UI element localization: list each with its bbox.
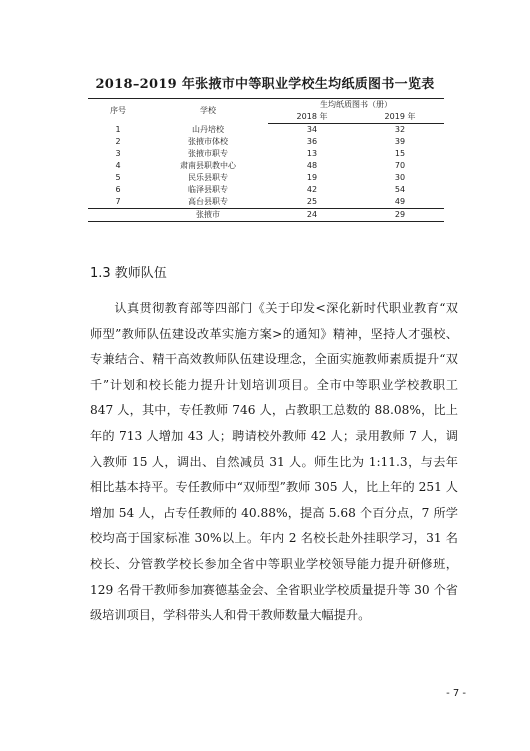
table-row [88, 160, 444, 172]
table-row [88, 124, 444, 137]
cell-2019: 70 [394, 161, 406, 170]
cell-no: 6 [115, 185, 121, 194]
cell-school: 肃南县职教中心 [180, 161, 236, 170]
cell-total-2019: 29 [356, 209, 444, 222]
cell-school: 山丹培校 [192, 124, 224, 134]
table-row [88, 148, 444, 160]
cell-2018: 34 [306, 125, 318, 134]
body-paragraph: 认真贯彻教育部等四部门《关于印发<深化新时代职业教育“双师型”教师队伍建设改革实施方案>的通知》精神，坚持人才强校、专兼结合、精干高效教师队伍建设理念，全面实施教师素质提升“双千”计划和校长能力提升计划培训项目。全市中等职业学校教职工 847 人，其中，专任教师 746 人，占教职工总数的 88.08%，比上年的 713 人增加 43 人；聘请校外教师 42 人；录用教师 7 人，调入教师 15 人，调出、自然减员 31 人。师生比为 1:11.3，与去年相比基本持平。专任教师中“双师型”教师 305 人，比上年的 251 人增加 54 人，占专任教师的 40.88%，提高 5.68 个百分点，7 所学校均高于国家标准 30%以上。年内 2 名校长赴外挂职学习，31 名校长、分管教学校长参加全省中等职业学校领导能力提升研修班，129 名骨干教师参加赛德基金会、全省职业学校质量提升等 30 个省级培训项目，学科带头人和骨干教师数量大幅提升。 [90, 301, 458, 623]
body-text [90, 296, 458, 629]
cell-2018: 13 [306, 149, 318, 158]
cell-2018: 36 [306, 137, 318, 146]
header-year-2019: 2019 年 [356, 111, 444, 124]
cell-no: 1 [115, 124, 121, 134]
cell-2018: 42 [306, 185, 318, 194]
cell-2019: 54 [394, 185, 406, 194]
table-row [88, 184, 444, 196]
table-row [88, 196, 444, 209]
cell-school: 张掖市体校 [188, 137, 228, 146]
header-year-2018: 2018 年 [268, 111, 356, 124]
cell-no: 2 [115, 137, 121, 146]
header-school: 学校 [148, 99, 268, 124]
cell-no: 5 [115, 173, 121, 182]
table-row [88, 172, 444, 184]
table-title: 2018–2019 年张掖市中等职业学校生均纸质图书一览表 [95, 77, 435, 92]
cell-2018: 25 [306, 197, 318, 206]
cell-total-label: 张掖市 [148, 209, 268, 222]
cell-no: 3 [115, 149, 121, 158]
cell-school: 临泽县职专 [188, 185, 228, 194]
cell-total-2018: 24 [268, 209, 356, 222]
cell-school: 张掖市职专 [188, 149, 228, 158]
cell-2019: 49 [394, 197, 406, 206]
cell-school: 高台县职专 [188, 197, 228, 206]
section-heading: 1.3 教师队伍 [90, 266, 167, 281]
cell-no: 4 [115, 161, 121, 170]
page-number: - 7 - [446, 688, 466, 699]
header-group: 生均纸质图书（册） [268, 99, 444, 112]
cell-2018: 48 [306, 161, 318, 170]
table-row [88, 136, 444, 148]
cell-no-empty [88, 209, 148, 222]
table-total-row [88, 209, 444, 222]
header-no: 序号 [88, 99, 148, 124]
book-stats-table [88, 98, 444, 222]
cell-2019: 30 [394, 173, 406, 182]
cell-2019: 32 [394, 125, 406, 134]
cell-no: 7 [115, 197, 121, 206]
cell-school: 民乐县职专 [188, 173, 228, 182]
cell-2019: 15 [394, 149, 406, 158]
cell-2018: 19 [306, 173, 318, 182]
cell-2019: 39 [394, 137, 406, 146]
